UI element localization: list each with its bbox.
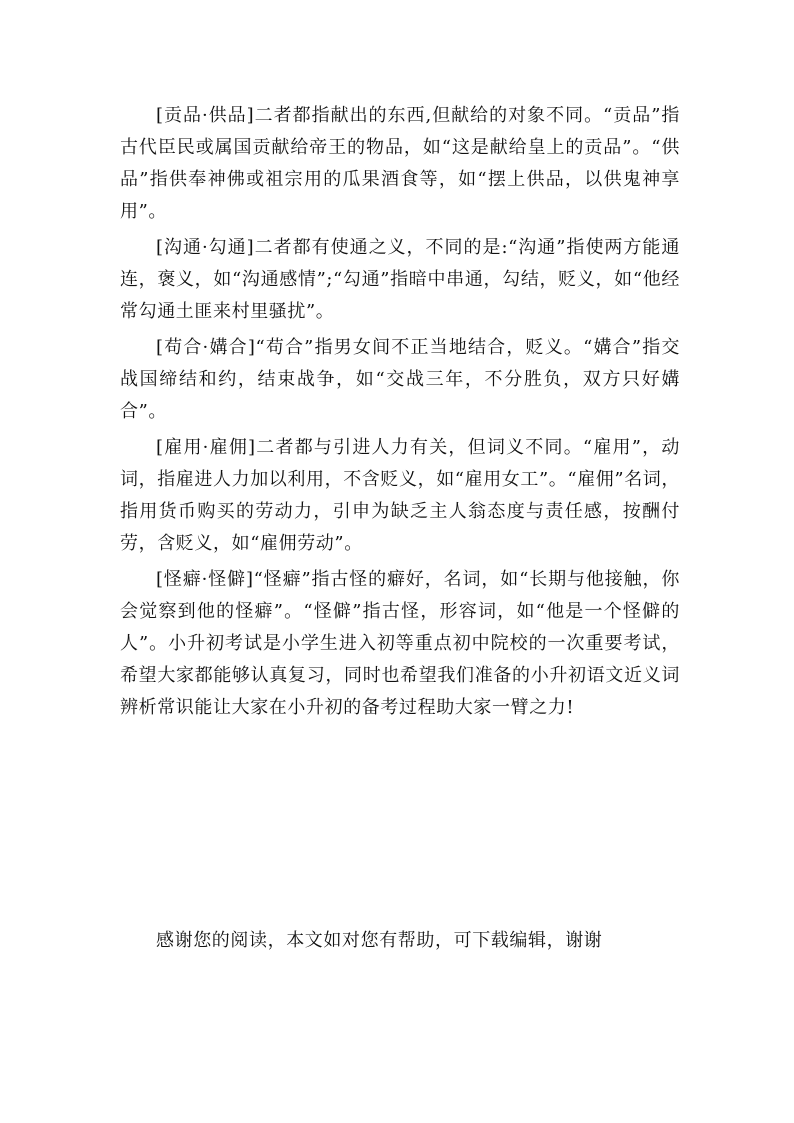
paragraph-gongpin: [贡品·供品]二者都指献出的东西,但献给的对象不同。“贡品”指古代臣民或属国贡献给帝王的物品，如“这是献给皇上的贡品”。“供品”指供奉神佛或祖宗用的瓜果酒食等，如“摆上供品，以供鬼神享用”。 [120, 105, 680, 222]
document-body [120, 100, 680, 724]
paragraph-gouhe: [苟合·媾合]“苟合”指男女间不正当地结合，贬义。“媾合”指交战国缔结和约，结束战争，如“交战三年，不分胜负，双方只好媾合”。 [120, 337, 680, 422]
paragraph-guaipi: [怪癖·怪僻]“怪癖”指古怪的癖好，名词，如“长期与他接触，你会觉察到他的怪癖”。“怪僻”指古怪，形容词，如“他是一个怪僻的人”。小升初考试是小学生进入初等重点初中院校的一次重要考试，希望大家都能够认真复习，同时也希望我们准备的小升初语文近义词辨析常识能让大家在小升初的备考过程助大家一臂之力! [120, 569, 680, 718]
paragraph-goutong: [沟通·勾通]二者都有使通之义，不同的是:“沟通”指使两方能通连，褒义，如“沟通感情”;“勾通”指暗中串通，勾结，贬义，如“他经常勾通土匪来村里骚扰”。 [120, 237, 680, 322]
thanks-note: 感谢您的阅读，本文如对您有帮助，可下载编辑，谢谢 [156, 930, 603, 951]
paragraph-guyong: [雇用·雇佣]二者都与引进人力有关，但词义不同。“雇用”，动词，指雇进人力加以利用，不含贬义，如“雇用女工”。“雇佣”名词，指用货币购买的劳动力，引申为缺乏主人翁态度与责任感，按酬付劳，含贬义，如“雇佣劳动”。 [120, 437, 681, 554]
